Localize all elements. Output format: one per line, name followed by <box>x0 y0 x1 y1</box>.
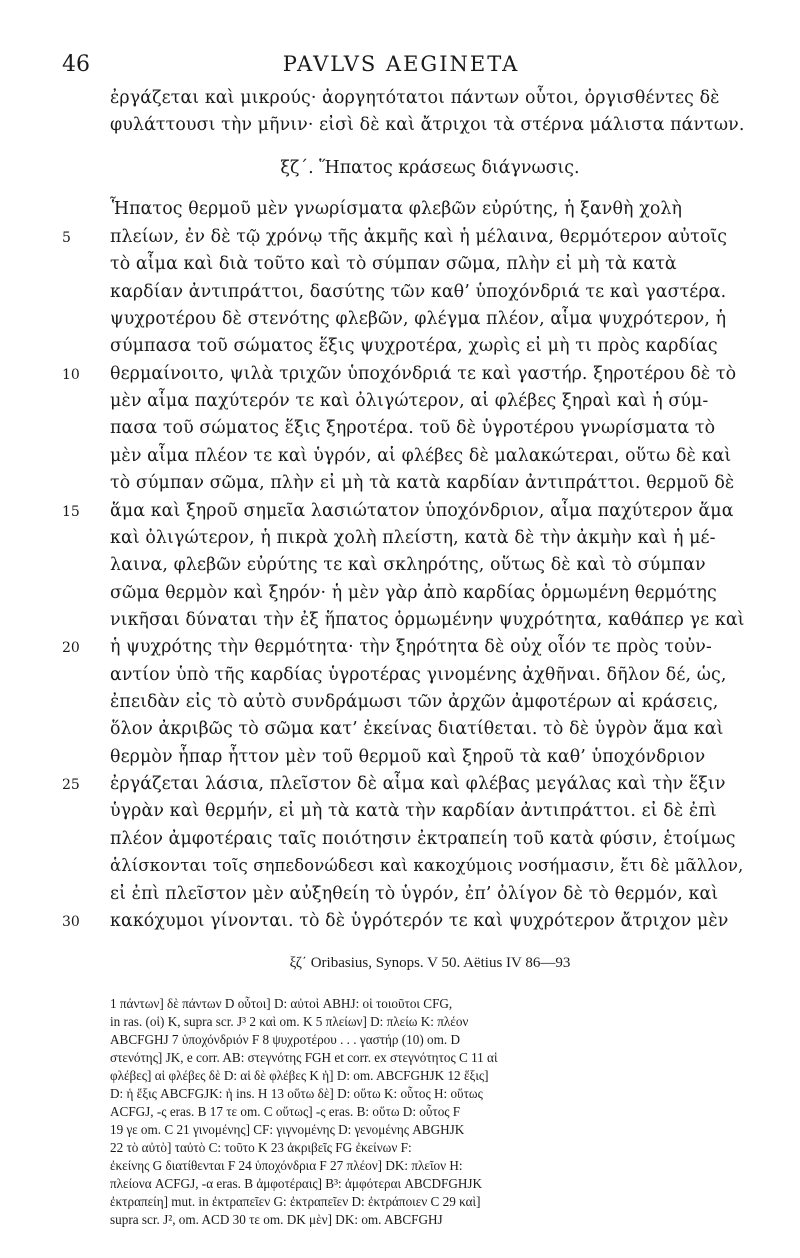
text-line: σύμπασα τοῦ σώματος ἕξις ψυχροτέρα, χωρὶς εἰ μὴ τι πρὸς καρδίας <box>110 336 718 356</box>
text-line: εἰ ἐπὶ πλεῖστον μὲν αὐξηθείη τὸ ὑγρόν, ἐπ’ ὀλίγον δὲ τὸ θερμόν, καὶ <box>110 884 719 904</box>
line-number: 30 <box>62 914 80 930</box>
text-line: μὲν αἷμα παχύτερόν τε καὶ ὀλιγώτερον, αἱ φλέβες ξηραὶ καὶ ἡ σύμ- <box>110 391 709 411</box>
text-line: μὲν αἷμα πλέον τε καὶ ὑγρόν, αἱ φλέβες δὲ μαλακώτεραι, οὕτω δὲ καὶ <box>110 446 732 466</box>
text-line: πασα τοῦ σώματος ἕξις ξηροτέρα. τοῦ δὲ ὑγροτέρου γνωρίσματα τὸ <box>110 418 716 438</box>
line-number: 10 <box>62 367 80 383</box>
apparatus-line: 22 τὸ αὐτὸ] ταὐτὸ C: τοῦτο K 23 ἀκριβεῖς FG ἐκείνων F: <box>110 1140 412 1155</box>
running-title: PAVLVS AEGINETA <box>282 52 520 76</box>
page-number: 46 <box>62 52 90 77</box>
text-line: πλέον ἀμφοτέραις ταῖς ποιότησιν ἐκτραπείη τοῦ κατὰ φύσιν, ἑτοίμως <box>110 829 736 849</box>
text-line: ἅμα καὶ ξηροῦ σημεῖα λασιώτατον ὑποχόνδριον, αἷμα παχύτερον ἅμα <box>110 501 734 521</box>
apparatus-line: πλείονα ACFGJ, -α eras. B ἀμφοτέραις] B³: ἀμφότεραι ABCDFGHJK <box>110 1176 483 1191</box>
text-line: νικῆσαι δύναται τὴν ἐξ ἥπατος ὁρμωμένην ψυχρότητα, καθάπερ γε καὶ <box>110 610 745 630</box>
text-line: ψυχροτέρου δὲ στενότης φλεβῶν, φλέγμα πλέον, αἷμα ψυχρότερον, ἡ <box>110 309 727 329</box>
text-line: φυλάττουσι τὴν μῆνιν· εἰσὶ δὲ καὶ ἄτριχοι τὰ στέρνα μάλιστα πάντων. <box>110 115 745 135</box>
text-line: ὅλον ἀκριβῶς τὸ σῶμα κατ’ ἐκείνας διατίθεται. τὸ δὲ ὑγρὸν ἅμα καὶ <box>110 719 724 739</box>
text-line: ἐργάζεται λάσια, πλεῖστον δὲ αἷμα καὶ φλέβας μεγάλας καὶ τὴν ἕξιν <box>110 774 726 794</box>
line-number: 25 <box>62 777 80 793</box>
apparatus-line: 1 πάντων] δὲ πάντων D οὗτοι] D: αὐτοὶ ABHJ: οἱ τοιοῦτοι CFG, <box>110 996 453 1011</box>
apparatus-line: in ras. (οἱ) K, supra scr. J³ 2 καὶ om. K 5 πλείων] D: πλείω K: πλέον <box>110 1014 469 1029</box>
text-line: αντίον ὑπὸ τῆς καρδίας ὑγροτέρας γινομένης ἀχθῆναι. δῆλον δέ, ὡς, <box>110 665 727 685</box>
running-header <box>62 52 740 82</box>
source-references: ξζ΄ Oribasius, Synops. V 50. Aëtius IV 86—93 <box>289 955 571 971</box>
text-line: καρδίαν ἀντιπράττοι, δασύτης τῶν καθ’ ὑποχόνδριά τε καὶ γαστέρα. <box>110 282 727 302</box>
text-line: ἐπειδὰν εἰς τὸ αὐτὸ συνδράμωσι τῶν ἀρχῶν ἀμφοτέρων αἱ κράσεις, <box>110 692 719 712</box>
text-line: ἡ ψυχρότης τὴν θερμότητα· τὴν ξηρότητα δὲ οὐχ οἷόν τε πρὸς τοὐν- <box>110 637 712 657</box>
text-line: τὸ αἷμα καὶ διὰ τοῦτο καὶ τὸ σύμπαν σῶμα, πλὴν εἰ μὴ τὰ κατὰ <box>110 254 677 274</box>
line-number: 20 <box>62 640 80 656</box>
apparatus-line: D: ἡ ἕξις ABCFGJK: ἡ ins. H 13 οὕτω δὲ] D: οὕτω K: οὗτος H: οὕτως <box>110 1086 483 1101</box>
text-line: λαινα, φλεβῶν εὐρύτης τε καὶ σκληρότης, οὕτως δὲ καὶ τὸ σύμπαν <box>110 555 706 575</box>
apparatus-line: φλέβες] αἱ φλέβες δὲ D: αἱ δὲ φλέβες K ἡ] D: om. ABCFGHJK 12 ἕξις] <box>110 1068 489 1083</box>
text-line: σῶμα θερμὸν καὶ ξηρόν· ἡ μὲν γὰρ ἀπὸ καρδίας ὁρμωμένη θερμότης <box>110 583 717 603</box>
apparatus-line: ACFGJ, -ς eras. B 17 τε om. C οὕτως] -ς eras. B: οὕτω D: οὗτος F <box>110 1104 461 1119</box>
text-line: Ἧπατος θερμοῦ μὲν γνωρίσματα φλεβῶν εὐρύτης, ἡ ξανθὴ χολὴ <box>110 199 683 219</box>
text-line: καὶ ὀλιγώτερον, ἡ πικρὰ χολὴ πλείστη, κατὰ δὲ τὴν ἀκμὴν καὶ ἡ μέ- <box>110 528 716 548</box>
text-line: θερμαίνοιτο, ψιλὰ τριχῶν ὑποχόνδριά τε καὶ γαστήρ. ξηροτέρου δὲ τὸ <box>110 364 737 384</box>
apparatus-line: ἐκτραπείη] mut. in ἐκτραπεῖεν G: ἐκτραπεῖεν D: ἐκτράποιεν C 29 καὶ] <box>110 1194 481 1209</box>
line-number: 5 <box>62 230 71 246</box>
apparatus-line: ABCFGHJ 7 ὑποχόνδριόν F 8 ψυχροτέρου . . . γαστήρ (10) om. D <box>110 1032 461 1047</box>
apparatus-line: supra scr. J², om. ACD 30 τε om. DK μὲν] DK: om. ABCFGHJ <box>110 1212 443 1227</box>
apparatus-line: στενότης] JK, e corr. AB: στεγνότης FGH et corr. ex στεγνότητος C 11 αἱ <box>110 1050 498 1065</box>
text-line: τὸ σύμπαν σῶμα, πλὴν εἰ μὴ τὰ κατὰ καρδίαν ἀντιπράττοι. θερμοῦ δὲ <box>110 473 735 493</box>
text-line: πλείων, ἐν δὲ τῷ χρόνῳ τῆς ἀκμῆς καὶ ἡ μέλαινα, θερμότερον αὐτοῖς <box>110 227 728 247</box>
text-line: ἁλίσκονται τοῖς σηπεδονώδεσι καὶ κακοχύμοις νοσήμασιν, ἔτι δὲ μᾶλλον, <box>110 856 744 875</box>
text-line: κακόχυμοι γίνονται. τὸ δὲ ὑγρότερόν τε καὶ ψυχρότερον ἄτριχον μὲν <box>110 911 729 931</box>
line-number: 15 <box>62 504 80 520</box>
apparatus-line: 19 γε om. C 21 γινομένης] CF: γιγνομένης D: γενομένης ABGHJK <box>110 1122 465 1137</box>
text-line: θερμὸν ἧπαρ ἧττον μὲν τοῦ θερμοῦ καὶ ξηροῦ τὰ καθ’ ὑποχόνδριον <box>110 747 706 767</box>
apparatus-line: ἐκείνης G διατίθενται F 24 ὑποχόνδρια F 27 πλέον] DK: πλεῖον H: <box>110 1158 463 1173</box>
text-line: ἐργάζεται καὶ μικρούς· ἀοργητότατοι πάντων οὗτοι, ὀργισθέντες δὲ <box>110 88 720 108</box>
text-line: ὑγρὰν καὶ θερμήν, εἰ μὴ τὰ κατὰ τὴν καρδίαν ἀντιπράττοι. εἰ δὲ ἐπὶ <box>110 801 717 821</box>
section-heading: ξζ΄. Ἥπατος κράσεως διάγνωσις. <box>280 158 580 178</box>
